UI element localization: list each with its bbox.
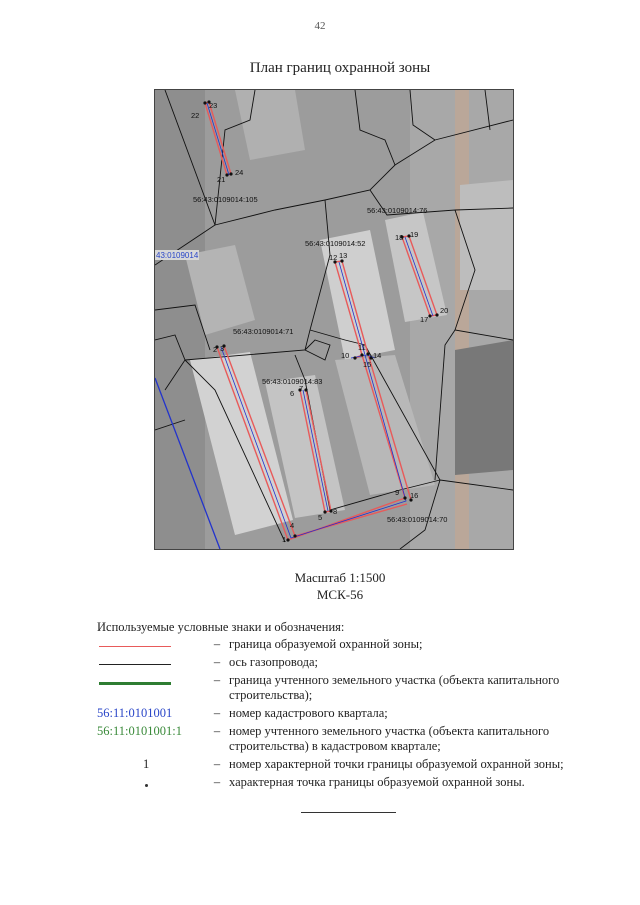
legend-symbol-quarter: 56:11:0101001 — [97, 706, 173, 720]
point-label: 9 — [395, 488, 400, 497]
page-number: 42 — [314, 20, 326, 32]
parcel-label-71: 56:43:0109014:71 — [233, 327, 294, 336]
point-label: 10 — [341, 351, 350, 360]
legend-symbol-parcel: 56:11:0101001:1 — [97, 724, 182, 738]
parcel-label-70: 56:43:0109014:70 — [387, 515, 448, 524]
map-stripe — [455, 90, 469, 549]
parcel-label-76: 56:43:0109014:76 — [367, 206, 428, 215]
legend-row-parcel-number — [97, 724, 597, 754]
point-label: 16 — [410, 491, 419, 500]
legend-symbol-black-line — [97, 655, 195, 670]
legend-row-parcel-border — [97, 673, 597, 703]
crs-text: МСК-56 — [316, 587, 364, 602]
legend-dash: – — [213, 637, 221, 651]
legend-symbol-red-line — [97, 637, 195, 652]
parcel-label-52: 56:43:0109014:52 — [305, 239, 366, 248]
legend-heading: Используемые условные знаки и обозначения: — [97, 620, 345, 634]
cadastral-map — [154, 89, 514, 550]
legend-row-pipeline-axis — [97, 655, 597, 670]
map-canvas — [155, 90, 513, 549]
point-label: 5 — [318, 513, 323, 522]
point-label: 17 — [420, 315, 429, 324]
legend-row-point — [97, 775, 597, 790]
scale-block — [0, 569, 640, 603]
building-6 — [455, 340, 513, 475]
legend-dash: – — [213, 655, 221, 669]
point-label: 21 — [217, 175, 226, 184]
quarter-label: 43:0109014 — [156, 251, 199, 260]
legend-dash: – — [213, 706, 221, 720]
point-label: 14 — [373, 351, 382, 360]
page-title: План границ охранной зоны — [249, 60, 431, 76]
legend-text: характерная точка границы образуемой охранной зоны. — [229, 775, 525, 789]
legend-text: номер учтенного земельного участка (объекта капитального строительства) в кадастровом квартале; — [229, 724, 550, 753]
point-label: 11 — [358, 343, 366, 352]
scale-text: Масштаб 1:1500 — [294, 570, 386, 585]
legend-dash: – — [213, 673, 221, 687]
legend-symbol-number: 1 — [143, 757, 150, 771]
parcel-label-83: 56:43:0109014:83 — [262, 377, 323, 386]
legend-dash: – — [213, 757, 221, 771]
point-label: 22 — [191, 111, 200, 120]
point-label: 8 — [333, 507, 338, 516]
point-label: 3 — [220, 344, 225, 353]
legend-text: граница образуемой охранной зоны; — [229, 637, 423, 651]
legend-text: номер характерной точки границы образуемой охранной зоны; — [229, 757, 564, 771]
point-label: 13 — [339, 251, 348, 260]
legend-text: номер кадастрового квартала; — [229, 706, 388, 720]
point-label: 24 — [235, 168, 244, 177]
point-label: 19 — [410, 230, 419, 239]
legend-row-zone-border — [97, 637, 597, 652]
point-label: 4 — [290, 521, 295, 530]
point-label: 18 — [395, 233, 404, 242]
legend-text: граница учтенного земельного участка (объекта капитального строительства); — [229, 673, 560, 702]
point-label: 7 — [299, 384, 304, 393]
point-label: 23 — [209, 101, 218, 110]
point-label: 6 — [290, 389, 295, 398]
legend-dash: – — [213, 775, 221, 789]
parcel-label-105: 56:43:0109014:105 — [193, 195, 258, 204]
point-label: 2 — [213, 345, 218, 354]
map-bg-left — [155, 90, 205, 549]
legend-row-quarter-number — [97, 706, 597, 721]
point-label: 15 — [363, 360, 372, 369]
point-label: 1 — [282, 535, 287, 544]
legend-row-point-number — [97, 757, 597, 772]
point-label: 12 — [329, 253, 338, 262]
legend-text: ось газопровода; — [229, 655, 319, 669]
legend — [97, 620, 597, 793]
legend-symbol-dot — [97, 775, 195, 790]
legend-symbol-green-line — [97, 673, 195, 688]
legend-dash: – — [213, 724, 221, 738]
building-7 — [460, 180, 513, 290]
footer-rule — [301, 812, 396, 813]
point-label: 20 — [440, 306, 449, 315]
